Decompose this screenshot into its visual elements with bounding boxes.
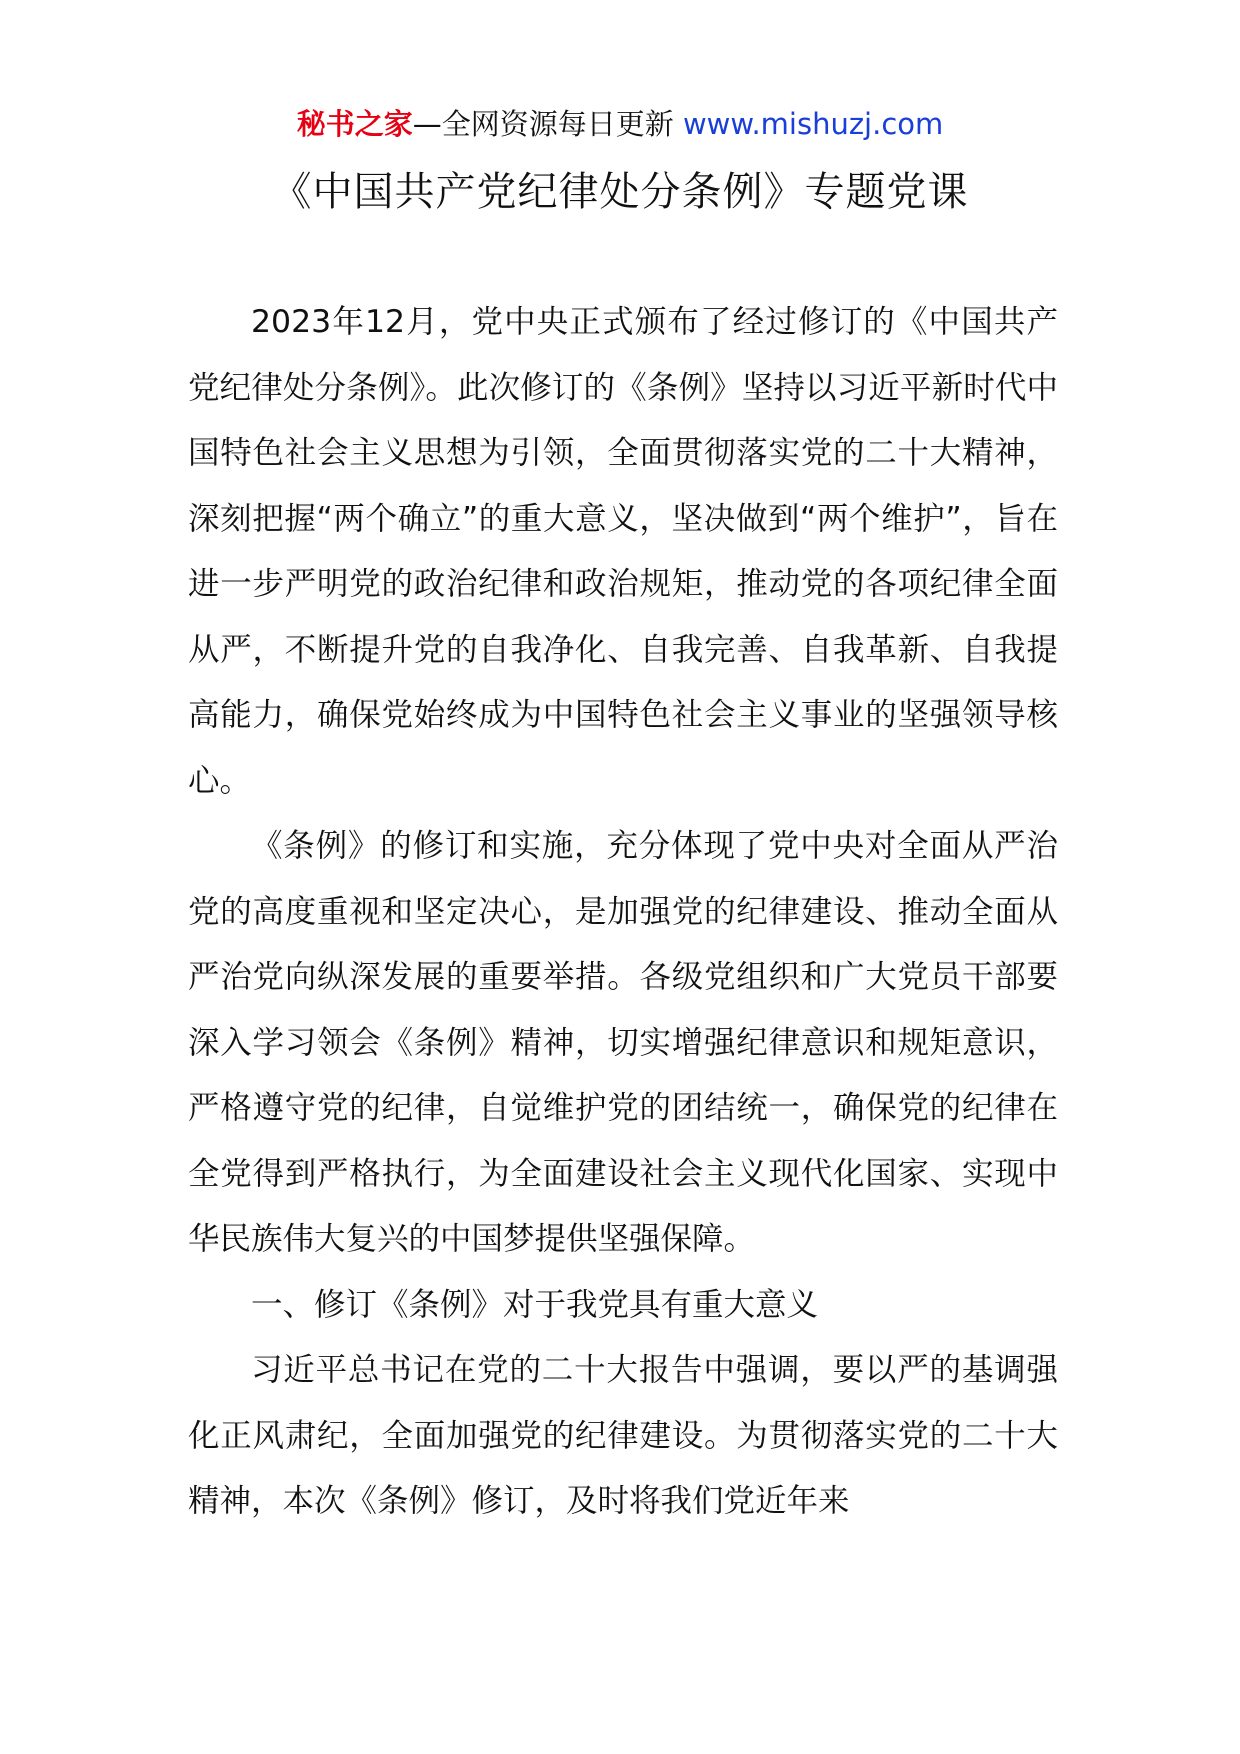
site-header <box>0 100 1240 148</box>
brand-name: 秘书之家 <box>296 107 413 141</box>
header-tagline: —全网资源每日更新 <box>412 107 674 141</box>
document-title: 《中国共产党纪律处分条例》专题党课 <box>271 169 969 215</box>
paragraph: 《条例》的修订和实施，充分体现了党中央对全面从严治党的高度重视和坚定决心，是加强党的纪律建设、推动全面从严治党向纵深发展的重要举措。各级党组织和广大党员干部要深入学习领会《条例》精神，切实增强纪律意识和规矩意识，严格遵守党的纪律，自觉维护党的团结统一，确保党的纪律在全党得到严格执行，为全面建设社会主义现代化国家、实现中华民族伟大复兴的中国梦提供坚强保障。 <box>188 828 1058 1257</box>
paragraph: 习近平总书记在党的二十大报告中强调，要以严的基调强化正风肃纪，全面加强党的纪律建设。为贯彻落实党的二十大精神，本次《条例》修订，及时将我们党近年来 <box>188 1352 1058 1519</box>
document-body <box>188 290 1058 1535</box>
section-heading: 一、修订《条例》对于我党具有重大意义 <box>251 1286 819 1323</box>
paragraph: 2023年12月，党中央正式颁布了经过修订的《中国共产党纪律处分条例》。此次修订的《条例》坚持以习近平新时代中国特色社会主义思想为引领，全面贯彻落实党的二十大精神，深刻把握“两个确立”的重大意义，坚决做到“两个维护”，旨在进一步严明党的政治纪律和政治规矩，推动党的各项纪律全面从严，不断提升党的自我净化、自我完善、自我革新、自我提高能力，确保党始终成为中国特色社会主义事业的坚强领导核心。 <box>188 304 1058 799</box>
site-url-link[interactable]: www.mishuzj.com <box>682 107 944 141</box>
